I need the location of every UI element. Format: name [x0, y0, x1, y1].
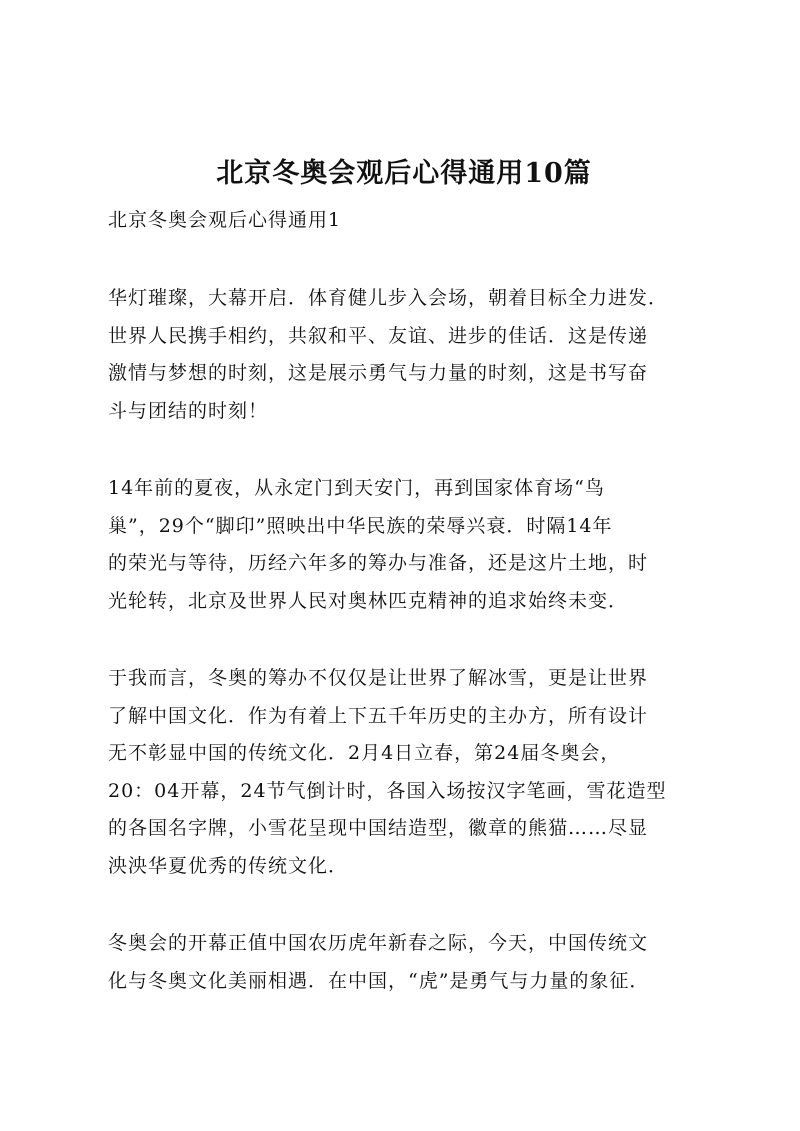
paragraph-line: 14年前的夏夜，从永定门到天安门，再到国家体育场“鸟 — [108, 477, 605, 499]
paragraph-line: 巢”，29个“脚印”照映出中华民族的荣辱兴衰．时隔14年 — [108, 514, 613, 537]
paragraph-line: 华灯璀璨，大幕开启．体育健儿步入会场，朝着目标全力进发． — [108, 287, 669, 309]
paragraph-2 — [108, 470, 700, 620]
paragraph-line: 无不彰显中国的传统文化．2月4日立春，第24届冬奥会， — [108, 742, 621, 764]
paragraph-line: 斗与团结的时刻！ — [108, 399, 269, 422]
paragraph-line: 化与冬奥文化美丽相遇．在中国，“虎”是勇气与力量的象征． — [108, 969, 650, 992]
paragraph-line: 世界人民携手相约，共叙和平、友谊、进步的佳话．这是传递 — [108, 324, 649, 347]
document-title: 北京冬奥会观后心得通用10篇 — [216, 158, 592, 189]
document-subtitle: 北京冬奥会观后心得通用1 — [108, 209, 342, 231]
paragraph-line: 光轮转，北京及世界人民对奥林匹克精神的追求始终未变． — [108, 589, 629, 612]
paragraph-3 — [108, 660, 700, 885]
paragraph-line: 冬奥会的开幕正值中国农历虎年新春之际，今天，中国传统文 — [108, 932, 649, 954]
paragraph-line: 了解中国文化．作为有着上下五千年历史的主办方，所有设计 — [108, 704, 649, 727]
paragraph-1 — [108, 280, 700, 430]
document-page — [108, 150, 700, 1000]
paragraph-4 — [108, 925, 700, 1000]
paragraph-line: 泱泱华夏优秀的传统文化． — [108, 854, 349, 877]
paragraph-line: 20：04开幕，24节气倒计时，各国入场按汉字笔画，雪花造型 — [108, 779, 667, 802]
paragraph-line: 的各国名字牌，小雪花呈现中国结造型，徽章的熊猫……尽显 — [108, 817, 649, 839]
paragraph-line: 激情与梦想的时刻，这是展示勇气与力量的时刻，这是书写奋 — [108, 362, 649, 384]
paragraph-line: 于我而言，冬奥的筹办不仅仅是让世界了解冰雪，更是让世界 — [108, 667, 649, 689]
paragraph-line: 的荣光与等待，历经六年多的筹办与准备，还是这片土地，时 — [108, 552, 649, 574]
